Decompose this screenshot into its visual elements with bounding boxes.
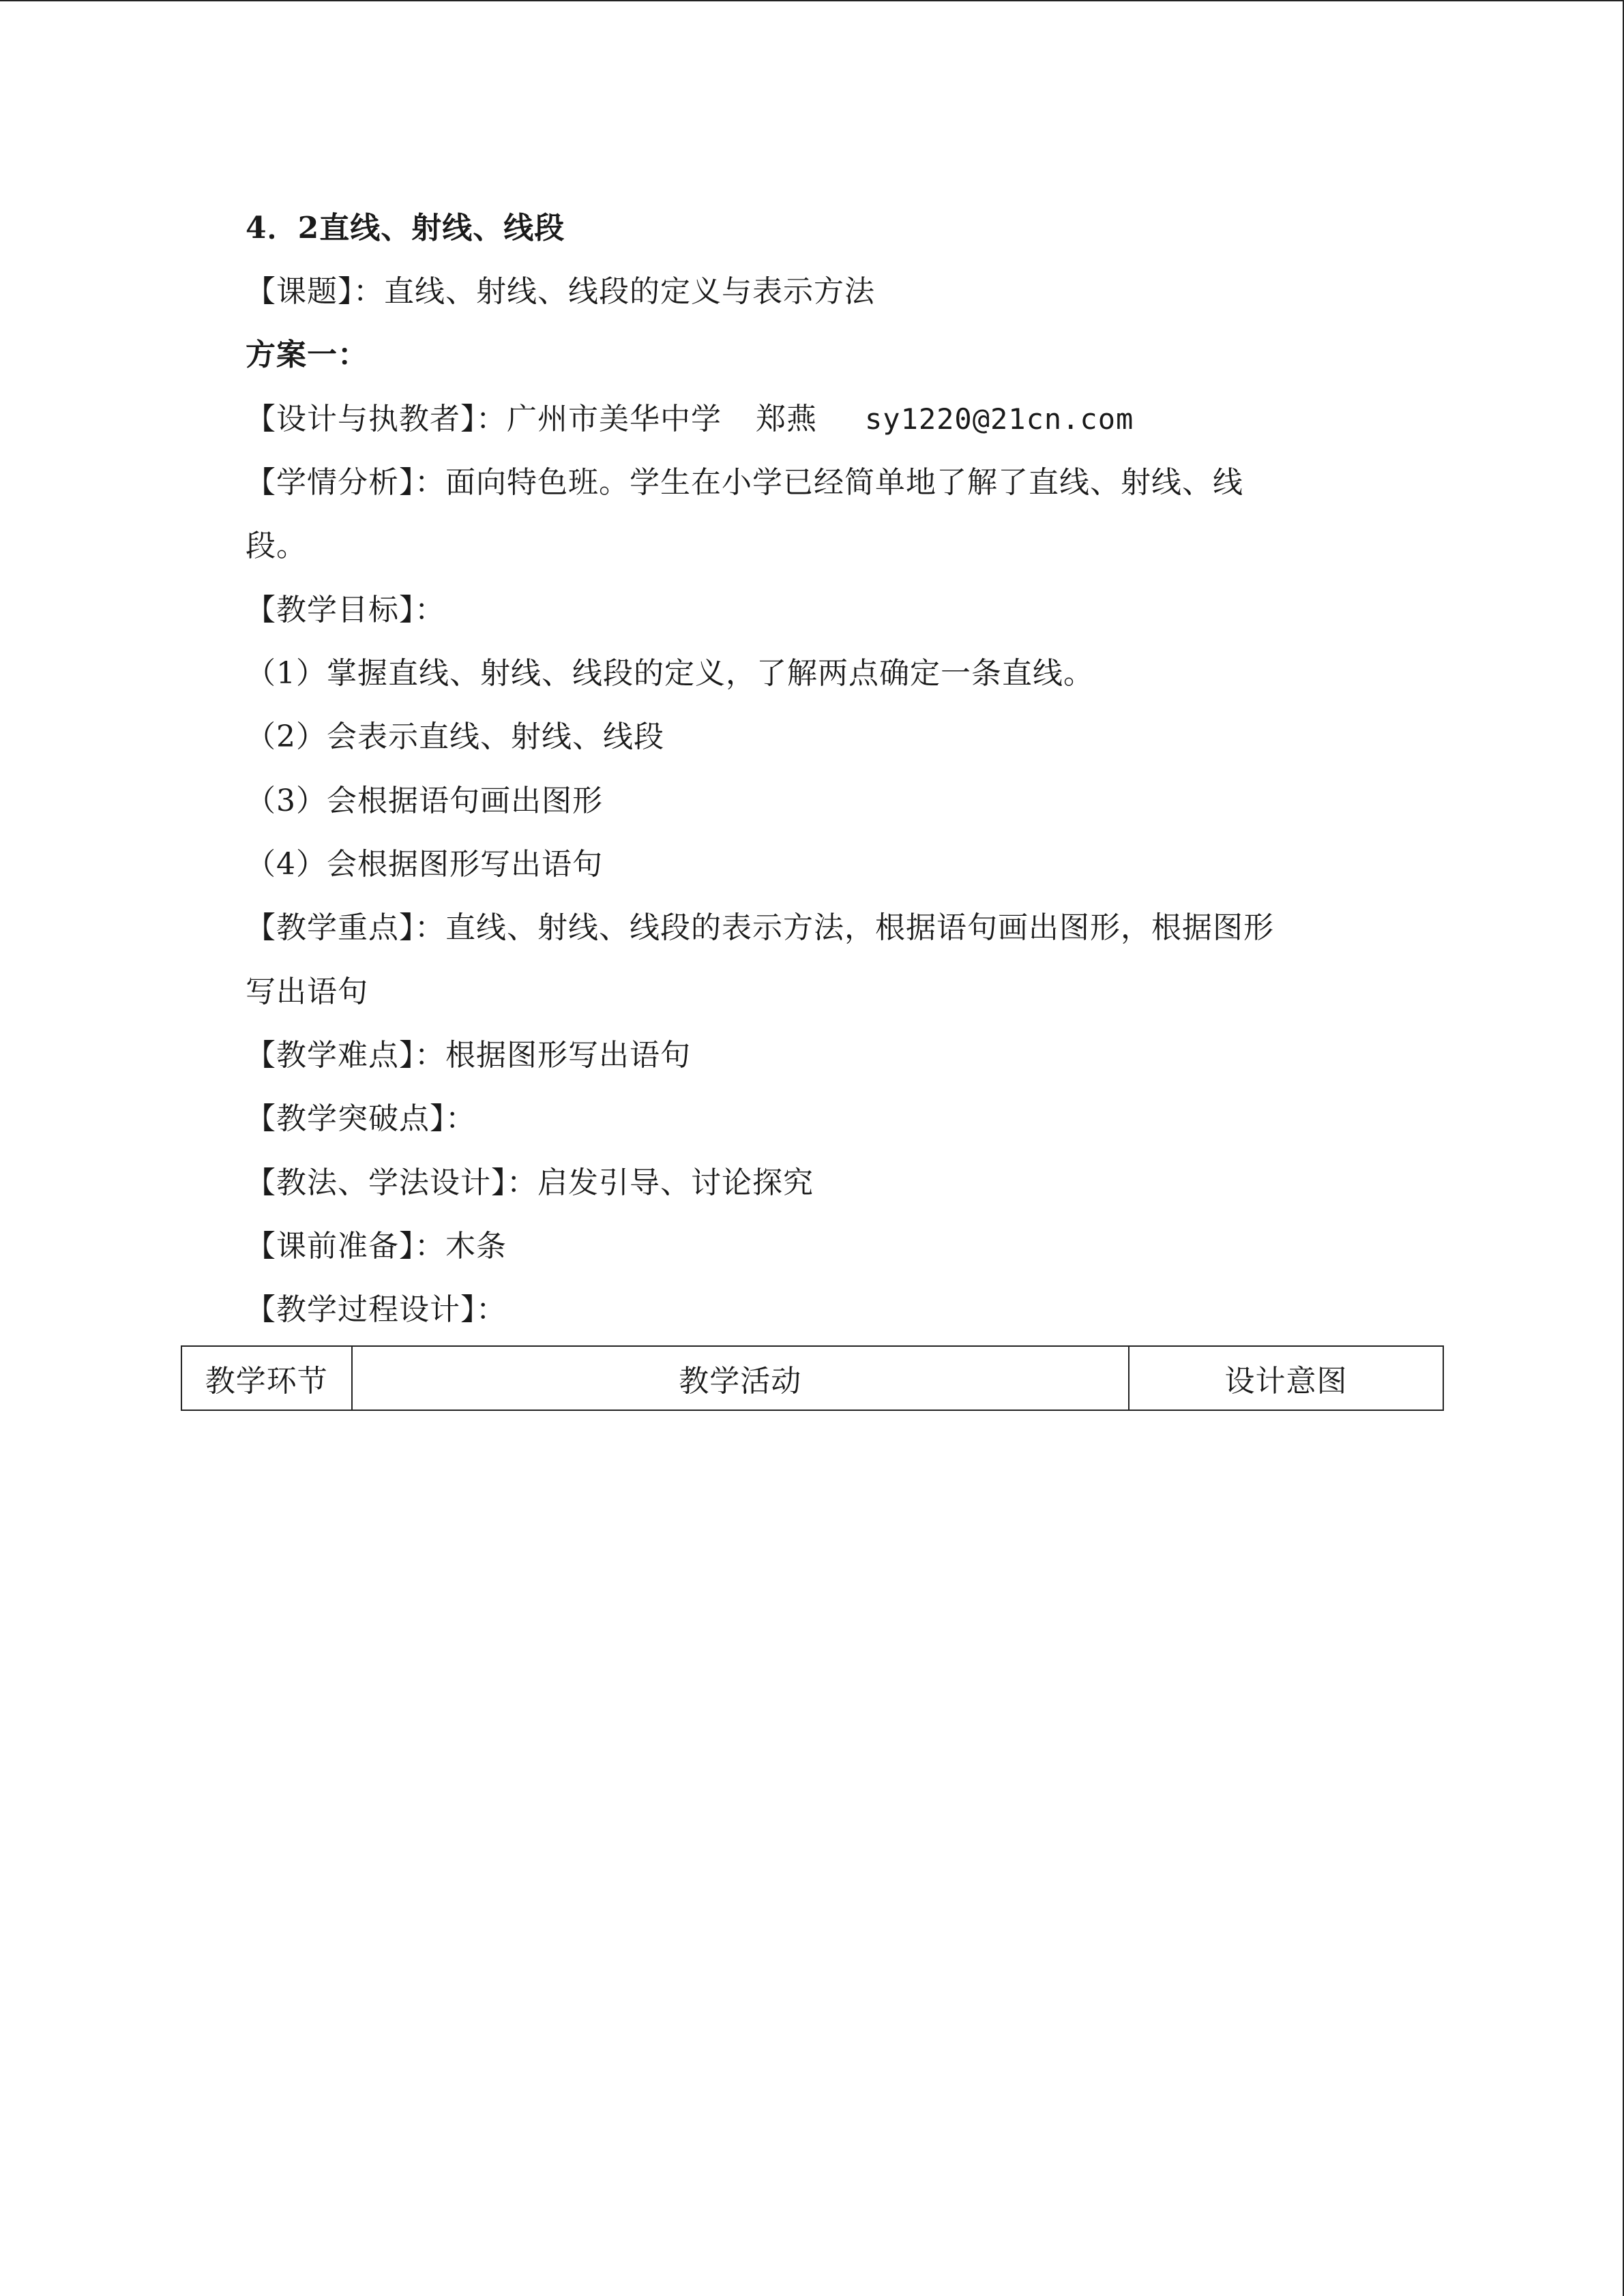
difficulty-label: 【教学难点】： xyxy=(246,1038,445,1073)
goals-label: 【教学目标】： xyxy=(246,593,445,627)
process-table xyxy=(181,1345,1444,1411)
topic-value: 直线、射线、线段的定义与表示方法 xyxy=(384,274,875,309)
process-label: 【教学过程设计】： xyxy=(246,1292,507,1327)
method-line xyxy=(246,1163,814,1204)
breakthrough-label: 【教学突破点】： xyxy=(246,1101,476,1136)
header-teaching-activity: 教学活动 xyxy=(352,1346,1129,1410)
designer-school: 广州市美华中学 xyxy=(507,402,722,436)
prep-line xyxy=(246,1226,507,1267)
prep-value: 木条 xyxy=(445,1229,507,1264)
header-teaching-stage: 教学环节 xyxy=(181,1346,352,1410)
table-header-row xyxy=(181,1346,1443,1410)
goal-item-1: （1）掌握直线、射线、线段的定义，了解两点确定一条直线。 xyxy=(246,656,1094,691)
goal-item-3: （3）会根据语句画出图形 xyxy=(246,784,603,818)
designer-email: sy1220@21cn.com xyxy=(865,402,1134,436)
method-value: 启发引导、讨论探究 xyxy=(537,1165,814,1200)
goal-item-4: （4）会根据图形写出语句 xyxy=(246,847,603,882)
analysis-line-1 xyxy=(246,462,1243,503)
designer-label: 【设计与执教者】： xyxy=(246,402,507,436)
difficulty-value: 根据图形写出语句 xyxy=(445,1038,691,1073)
prep-label: 【课前准备】： xyxy=(246,1229,445,1264)
topic-line xyxy=(246,271,875,312)
key-points-text-1: 直线、射线、线段的表示方法，根据语句画出图形，根据图形 xyxy=(445,910,1274,945)
method-label: 【教法、学法设计】： xyxy=(246,1165,537,1200)
analysis-text-2: 段。 xyxy=(246,528,307,563)
lesson-heading: 4．2直线、射线、线段 xyxy=(246,211,565,245)
designer-line xyxy=(246,399,1134,440)
key-points-line-1 xyxy=(246,908,1274,949)
goal-item-2: （2）会表示直线、射线、线段 xyxy=(246,719,664,754)
analysis-text-1: 面向特色班。学生在小学已经简单地了解了直线、射线、线 xyxy=(445,465,1243,500)
difficulty-line xyxy=(246,1035,691,1076)
key-points-text-2: 写出语句 xyxy=(246,974,368,1009)
analysis-label: 【学情分析】： xyxy=(246,465,445,500)
topic-label: 【课题】： xyxy=(246,274,384,309)
header-design-intent: 设计意图 xyxy=(1129,1346,1443,1410)
key-points-label: 【教学重点】： xyxy=(246,910,445,945)
designer-name: 郑燕 xyxy=(756,402,817,436)
plan-label: 方案一： xyxy=(246,338,368,372)
